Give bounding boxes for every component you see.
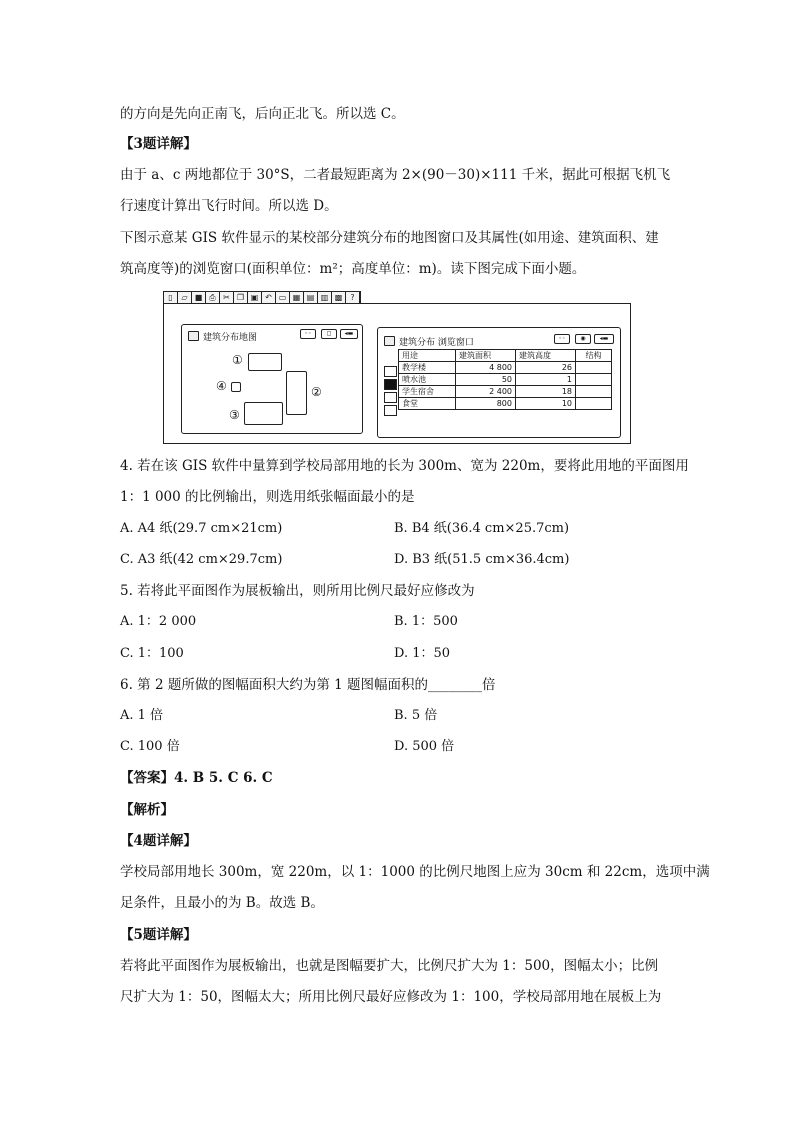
- header-use: 用途: [399, 350, 456, 362]
- cell-use: 喷水池: [399, 374, 456, 386]
- q6-option-c[interactable]: C. 100 倍: [120, 739, 180, 754]
- browse-window-title: 建筑分布 浏览窗口: [399, 338, 474, 348]
- table-row[interactable]: [399, 386, 612, 398]
- section-5-heading: 【5题详解】: [120, 927, 197, 943]
- layer-icon[interactable]: ▦: [290, 292, 304, 305]
- analysis-heading: 【解析】: [120, 802, 174, 818]
- text-line-4: 行速度计算出飞行时间。所以选 D。: [120, 198, 338, 214]
- text-line-1: 的方向是先向正南飞，后向正北飞。所以选 C。: [120, 106, 405, 122]
- text-line-6: 筑高度等)的浏览窗口(面积单位：m²；高度单位：m)。读下图完成下面小题。: [120, 261, 586, 277]
- cell-structure: [576, 398, 612, 410]
- q4-option-d[interactable]: D. B3 纸(51.5 cm×36.4cm): [394, 552, 570, 567]
- question-4-line-2: 1：1 000 的比例输出，则选用纸张幅面最小的是: [120, 489, 415, 505]
- browse-minimize-button[interactable]: ◦◦: [554, 334, 570, 344]
- section-4-heading: 【4题详解】: [120, 833, 197, 849]
- q4-option-a[interactable]: A. A4 纸(29.7 cm×21cm): [120, 521, 283, 536]
- copy-icon[interactable]: ❐: [234, 292, 248, 305]
- help-icon[interactable]: ?: [346, 292, 360, 305]
- q5-option-b[interactable]: B. 1：500: [394, 614, 458, 629]
- section-3-heading: 【3题详解】: [120, 136, 197, 152]
- cell-structure: [576, 386, 612, 398]
- label-1: ①: [232, 353, 243, 367]
- building-2[interactable]: [286, 371, 307, 415]
- row-checkbox-4[interactable]: [384, 405, 397, 416]
- cell-structure: [576, 362, 612, 374]
- cell-use: 食堂: [399, 398, 456, 410]
- open-file-icon[interactable]: ▱: [178, 292, 192, 305]
- browse-window-icon: [384, 336, 395, 346]
- table-icon[interactable]: ▥: [318, 292, 332, 305]
- cell-height: 10: [516, 398, 576, 410]
- q6-option-a[interactable]: A. 1 倍: [120, 708, 164, 723]
- paste-icon[interactable]: ▣: [248, 292, 262, 305]
- map-minimize-button[interactable]: ◦◦: [300, 329, 316, 339]
- gis-main-frame: [163, 303, 631, 444]
- map-window: [181, 324, 363, 434]
- header-height: 建筑高度: [516, 350, 576, 362]
- row-checkbox-2[interactable]: [384, 379, 397, 390]
- row-checkbox-1[interactable]: [384, 366, 397, 377]
- building-3[interactable]: [244, 402, 283, 425]
- browse-close-button[interactable]: ◂▬: [594, 334, 614, 344]
- q5-option-d[interactable]: D. 1：50: [394, 646, 451, 661]
- label-3: ③: [229, 408, 240, 422]
- map-window-title: 建筑分布地图: [203, 333, 258, 343]
- cell-area: 50: [456, 374, 516, 386]
- cell-area: 4 800: [456, 362, 516, 374]
- cell-height: 1: [516, 374, 576, 386]
- cell-height: 26: [516, 362, 576, 374]
- text-line-3: 由于 a、c 两地都位于 30°S，二者最短距离为 2×(90－30)×111 千米，据此可根据飞机飞: [120, 167, 671, 183]
- attribute-table: [398, 349, 612, 410]
- header-area: 建筑面积: [456, 350, 516, 362]
- browse-maximize-button[interactable]: ◉: [575, 334, 591, 344]
- new-file-icon[interactable]: ▯: [164, 292, 178, 305]
- question-5: 5. 若将此平面图作为展板输出，则所用比例尺最好应修改为: [120, 583, 475, 599]
- q6-option-b[interactable]: B. 5 倍: [394, 708, 438, 723]
- map-window-icon: [188, 331, 199, 341]
- cell-area: 800: [456, 398, 516, 410]
- browse-window: [377, 327, 621, 438]
- undo-icon[interactable]: ↶: [262, 292, 276, 305]
- label-2: ②: [311, 385, 322, 399]
- table-header-row: [399, 350, 612, 362]
- save-icon[interactable]: ■: [192, 292, 206, 305]
- q5-option-c[interactable]: C. 1：100: [120, 646, 184, 661]
- q4-option-c[interactable]: C. A3 纸(42 cm×29.7cm): [120, 552, 283, 567]
- cell-use: 教学楼: [399, 362, 456, 374]
- building-1[interactable]: [248, 353, 282, 371]
- answer-line: 【答案】4. B 5. C 6. C: [120, 770, 273, 786]
- question-6: 6. 第 2 题所做的图幅面积大约为第 1 题图幅面积的________倍: [120, 677, 496, 693]
- table-row[interactable]: [399, 374, 612, 386]
- detail-4-line-2: 足条件，且最小的为 B。故选 B。: [120, 895, 324, 911]
- row-checkbox-3[interactable]: [384, 392, 397, 403]
- question-4-line-1: 4. 若在该 GIS 软件中量算到学校局部用地的长为 300m、宽为 220m，要将此用地的平面图用: [120, 458, 689, 474]
- cell-height: 18: [516, 386, 576, 398]
- detail-4-line-1: 学校局部用地长 300m，宽 220m，以 1：1000 的比例尺地图上应为 30cm 和 22cm，选项中满: [120, 864, 710, 880]
- label-4: ④: [216, 379, 227, 393]
- gis-figure: [163, 291, 631, 444]
- print-icon[interactable]: ⎙: [206, 292, 220, 305]
- cut-icon[interactable]: ✂: [220, 292, 234, 305]
- table-row[interactable]: [399, 398, 612, 410]
- text-line-5: 下图示意某 GIS 软件显示的某校部分建筑分布的地图窗口及其属性(如用途、建筑面积、建: [120, 230, 659, 246]
- cell-area: 2 400: [456, 386, 516, 398]
- q6-option-d[interactable]: D. 500 倍: [394, 739, 455, 754]
- map-close-button[interactable]: ◂▬: [340, 329, 358, 339]
- q4-option-b[interactable]: B. B4 纸(36.4 cm×25.7cm): [394, 521, 570, 536]
- map-icon[interactable]: ▤: [304, 292, 318, 305]
- cell-structure: [576, 374, 612, 386]
- window-icon[interactable]: ▭: [276, 292, 290, 305]
- building-4[interactable]: [231, 382, 241, 392]
- detail-5-line-1: 若将此平面图作为展板输出，也就是图幅要扩大，比例尺扩大为 1：500，图幅太小；比例: [120, 958, 659, 974]
- table-row[interactable]: [399, 362, 612, 374]
- chart-icon[interactable]: ▩: [332, 292, 346, 305]
- cell-use: 学生宿舍: [399, 386, 456, 398]
- map-maximize-button[interactable]: ◻: [321, 329, 337, 339]
- q5-option-a[interactable]: A. 1：2 000: [120, 614, 197, 629]
- header-structure: 结构: [576, 350, 612, 362]
- detail-5-line-2: 尺扩大为 1：50，图幅太大；所用比例尺最好应修改为 1：100，学校局部用地在展板上为: [120, 989, 662, 1005]
